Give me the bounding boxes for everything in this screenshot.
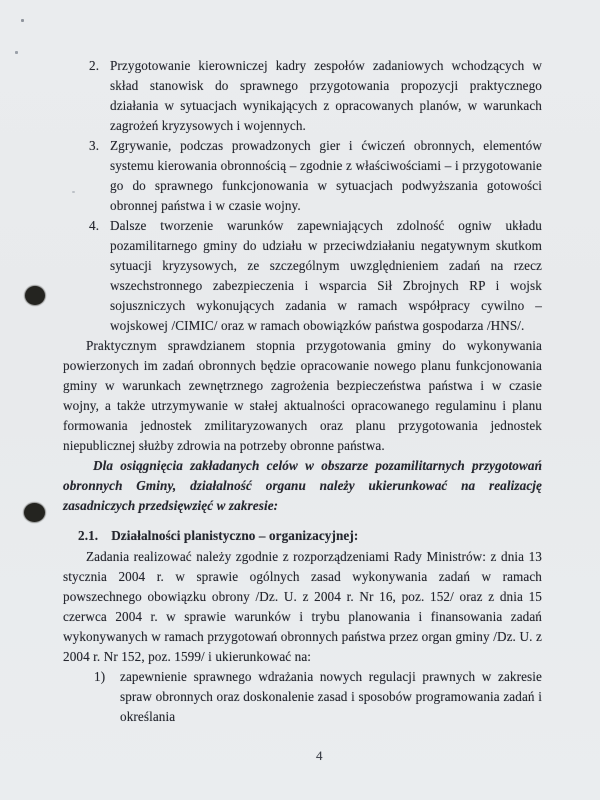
list-item-text: Dalsze tworzenie warunków zapewniających zdolność ogniw układu pozamilitarnego gminy do udziału w przeciwdziałaniu negatywnym skutkom sytuacji kryzysowych, ze szczególnym uwzględnieniem zadań na rzecz wszechstronnego zabezpieczenia i wsparcia Sił Zbrojnych RP i wojsk sojuszniczych wykonujących zadania w ramach współpracy cywilno – wojskowej /CIMIC/ oraz w ramach obowiązków państwa gospodarza /HNS/. (110, 218, 542, 333)
list-item-number: 4. (89, 218, 100, 233)
paragraph-practical-test: Praktycznym sprawdzianem stopnia przygotowania gminy do wykonywania powierzonych im zadań obronnych będzie opracowanie nowego planu funkcjonowania gminy w warunkach zewnętrznego zagrożenia bezpieczeństwa państwa i w czasie wojny, a także utrzymywanie w stałej aktualności opracowanego regulaminu i planu formowania jednostek zmilitaryzowanych oraz planu przygotowania jednostek niepublicznej służby zdrowia na potrzeby obronne państwa. (63, 338, 542, 453)
numbered-list-item-2 (63, 56, 542, 136)
section-heading-text: Działalności planistyczno – organizacyjnej: (111, 528, 359, 543)
list-item-number: 2. (89, 58, 100, 73)
sub-list-item-text: zapewnienie sprawnego wdrażania nowych regulacji prawnych w zakresie spraw obronnych oraz doskonalenie zasad i sposobów programowania zadań i określania (120, 669, 542, 724)
page-number: 4 (316, 748, 323, 763)
list-item-text: Zgrywanie, podczas prowadzonych gier i ćwiczeń obronnych, elementów systemu kierowania obronnością – zgodnie z właściwościami – i przygotowanie go do sprawnego funkcjonowania w sytuacjach podwyższania gotowości obronnej państwa i w czasie wojny. (110, 138, 542, 213)
list-item-text: Przygotowanie kierowniczej kadry zespołów zadaniowych wchodzących w skład stanowisk do sprawnego przygotowania propozycji praktycznego działania w sytuacjach wynikających z opracowanych planów, w warunkach zagrożeń kryzysowych i wojennych. (110, 58, 542, 133)
hole-punch-mark-top (25, 286, 45, 305)
section-heading-2-1 (63, 526, 542, 546)
sub-list-item-1 (63, 667, 542, 727)
section-heading-number: 2.1. (78, 528, 99, 543)
paragraph-emphasis-goals: Dla osiągnięcia zakładanych celów w obszarze pozamilitarnych przygotowań obronnych Gminy, działalność organu należy ukierunkować na realizację zasadniczych przedsięwzięć w zakresie: (63, 458, 542, 513)
numbered-list-item-3 (63, 136, 542, 216)
scan-speck (15, 51, 18, 54)
hole-punch-mark-bottom (24, 503, 45, 522)
scan-speck (21, 19, 24, 22)
document-body (63, 56, 542, 727)
sub-list-item-number: 1) (94, 669, 106, 684)
list-item-number: 3. (89, 138, 100, 153)
numbered-list-item-4 (63, 216, 542, 336)
paragraph-tasks-regulations: Zadania realizować należy zgodnie z rozporządzeniami Rady Ministrów: z dnia 13 stycznia 2004 r. w sprawie ogólnych zasad wykonywania zadań w ramach powszechnego obowiązku obrony /Dz. U. z 2004 r. Nr 16, poz. 152/ oraz z dnia 15 czerwca 2004 r. w sprawie warunków i trybu planowania i finansowania zadań wykonywanych w ramach przygotowań obronnych państwa przez organ gminy /Dz. U. z 2004 r. Nr 152, poz. 1599/ i ukierunkować na: (63, 549, 542, 664)
